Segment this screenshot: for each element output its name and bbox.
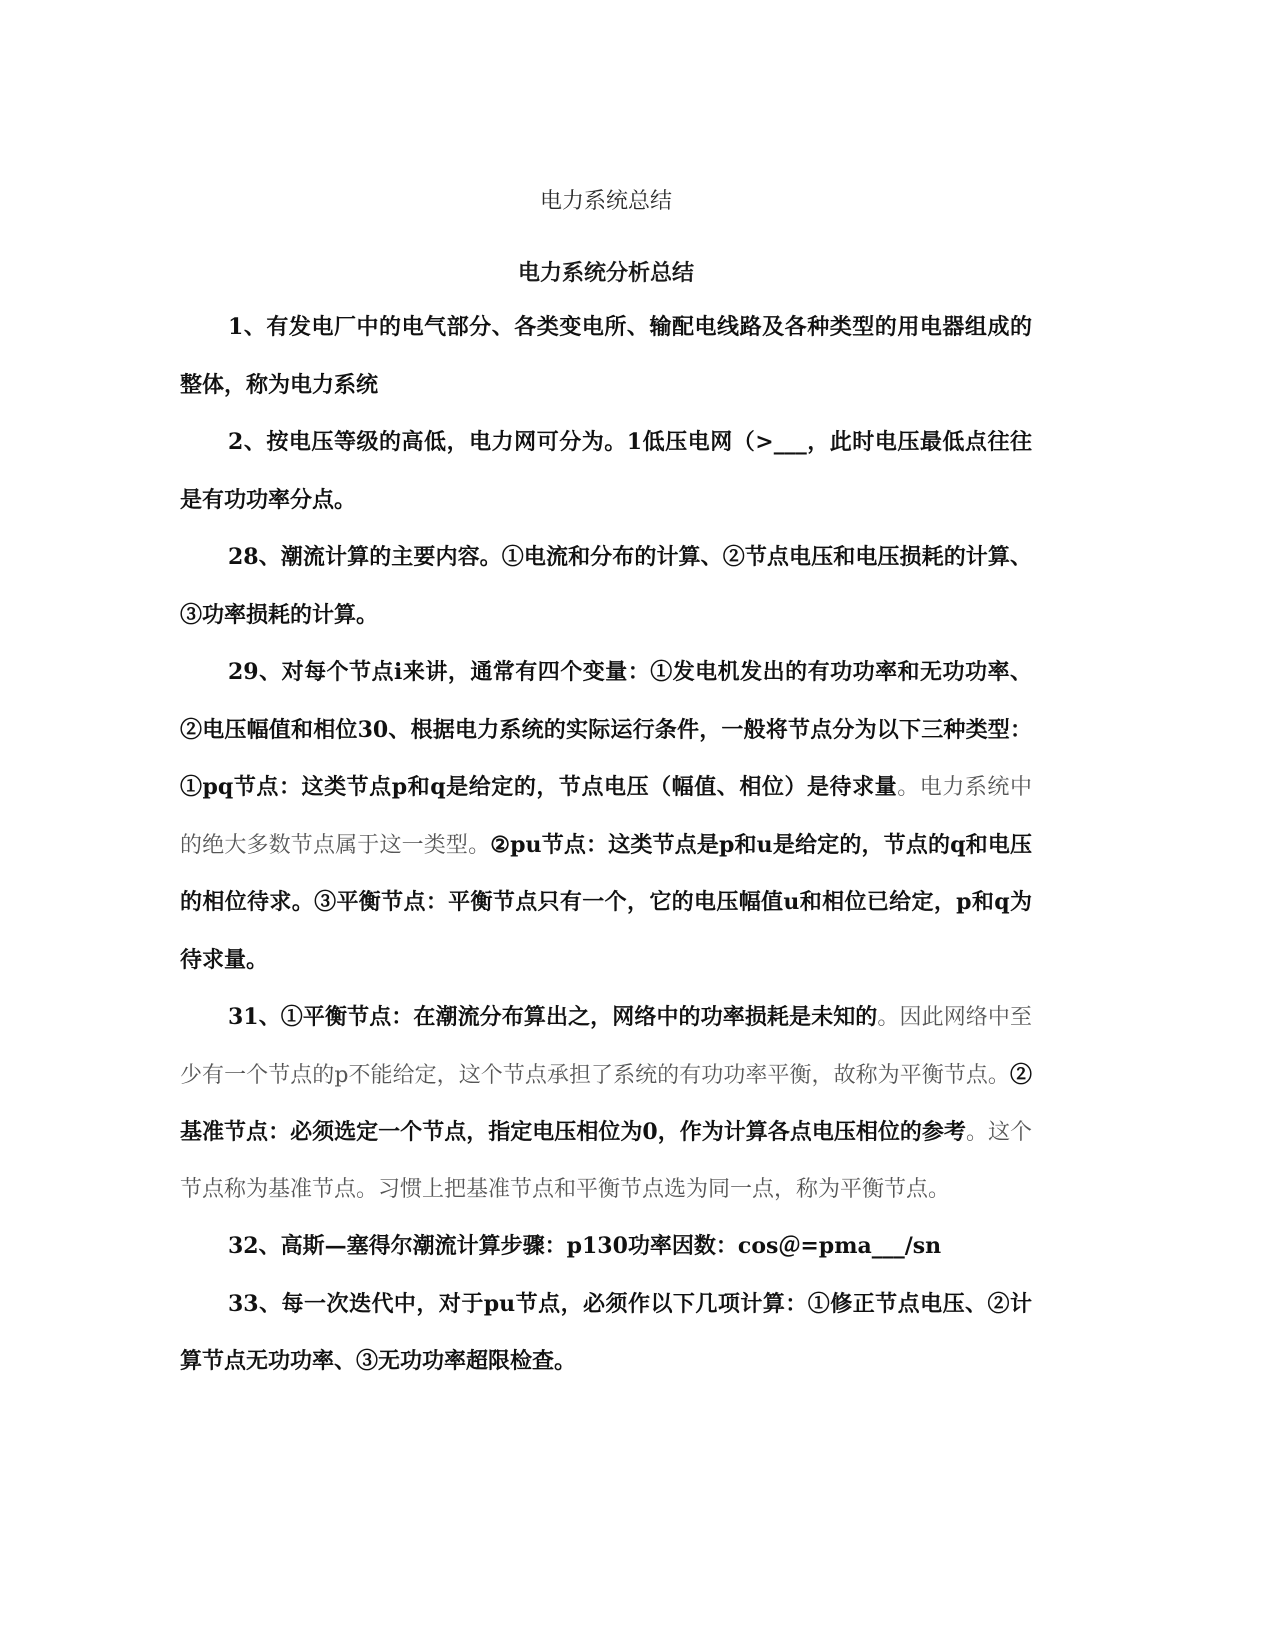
paragraph-2 (180, 414, 1032, 529)
paragraph-28-text: 28、潮流计算的主要内容。①电流和分布的计算、②节点电压和电压损耗的计算、③功率损耗的计算。 (180, 544, 1032, 628)
paragraph-31-run-3: ②基准节点：必须选定一个节点，指定电压相位为0，作为计算各点电压相位的参考 (180, 1061, 1032, 1145)
paragraph-28 (180, 529, 1032, 644)
paragraph-29-run-3: ②pu节点：这类节点是p和u是给定的，节点的q和电压的相位待求。③平衡节点：平衡节点只有一个，它的电压幅值u和相位已给定，p和q为待求量。 (180, 831, 1032, 973)
paragraph-32 (180, 1218, 1032, 1276)
paragraph-1 (180, 299, 1032, 414)
paragraph-31 (180, 989, 1032, 1218)
paragraph-31-run-4: 。这个节点称为基准节点。习惯上把基准节点和平衡节点选为同一点，称为平衡节点。 (180, 1120, 1032, 1202)
paragraph-31-run-2: 。因此网络中至少有一个节点的p不能给定，这个节点承担了系统的有功功率平衡，故称为平衡节点。 (180, 1005, 1032, 1088)
paragraph-32-text: 32、高斯—塞得尔潮流计算步骤：p130功率因数：cos＠=pma___/sn (228, 1233, 942, 1259)
paragraph-33 (180, 1276, 1032, 1391)
paragraph-29 (180, 644, 1032, 989)
paragraph-1-text: 1、有发电厂中的电气部分、各类变电所、输配电线路及各种类型的用电器组成的整体，称为电力系统 (180, 314, 1032, 398)
document-title: 电力系统总结 (539, 189, 672, 214)
paragraph-31-run-1: 31、①平衡节点：在潮流分布算出之，网络中的功率损耗是未知的 (228, 1004, 878, 1030)
paragraph-2-text: 2、按电压等级的高低，电力网可分为。1低压电网（>___，此时电压最低点往往是有功功率分点。 (180, 429, 1032, 513)
section-title: 电力系统分析总结 (517, 260, 694, 286)
paragraph-29-run-1: 29、对每个节点i来讲，通常有四个变量：①发电机发出的有功功率和无功功率、②电压幅值和相位30、根据电力系统的实际运行条件，一般将节点分为以下三种类型：①pq节点：这类节点p和q是给定的，节点电压（幅值、相位）是待求量 (180, 659, 1032, 800)
paragraph-33-text: 33、每一次迭代中，对于pu节点，必须作以下几项计算：①修正节点电压、②计算节点无功功率、③无功功率超限检查。 (180, 1290, 1032, 1374)
paragraph-29-run-2: 。电力系统中的绝大多数节点属于这一类型。 (180, 775, 1032, 858)
document-body (180, 299, 1032, 1391)
